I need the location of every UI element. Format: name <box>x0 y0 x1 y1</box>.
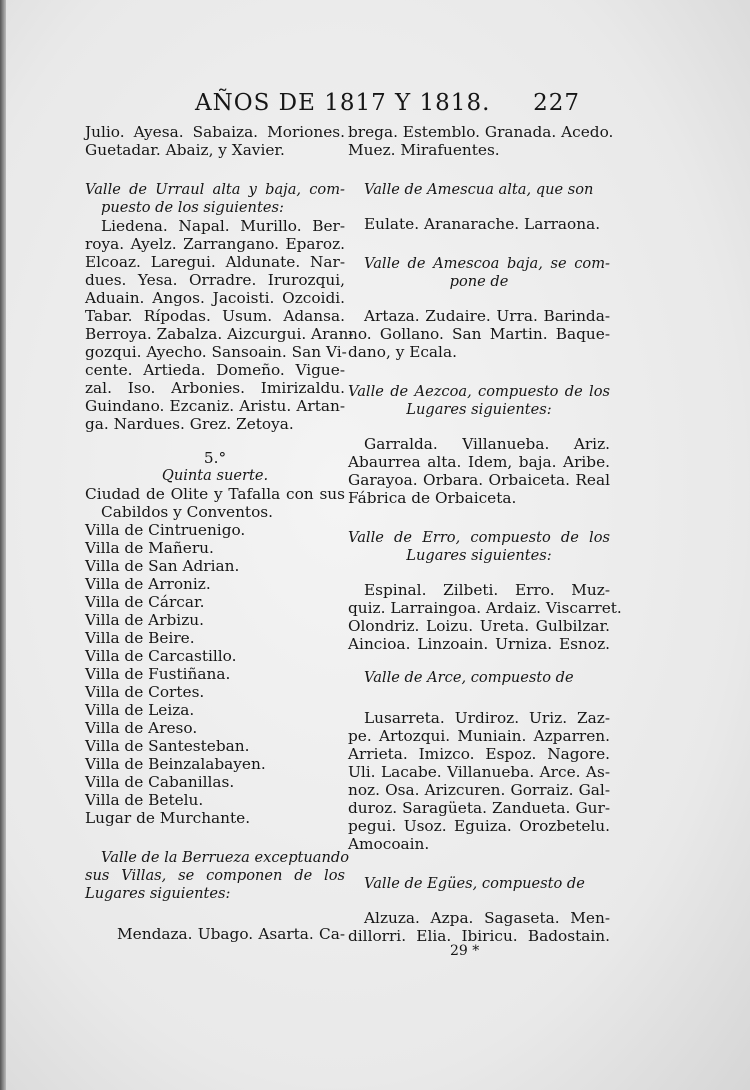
text-line: Espinal. Zilbeti. Erro. Muz- <box>364 581 610 599</box>
text-line: dano, y Ecala. <box>348 343 457 361</box>
section-heading: Valle de Amescoa baja, se com- <box>364 255 610 272</box>
list-item: Villa de Arroniz. <box>85 575 211 593</box>
section-heading: Lugares siguientes: <box>406 401 552 418</box>
text-line: pe. Artozqui. Muniain. Azparren. <box>348 727 610 745</box>
text-line: duroz. Saragüeta. Zandueta. Gur- <box>348 799 610 817</box>
header-title: AÑOS DE 1817 Y 1818. <box>195 90 491 116</box>
text-line: Liedena. Napal. Murillo. Ber- <box>101 217 345 235</box>
text-line: pegui. Usoz. Eguiza. Orozbetelu. <box>348 817 610 835</box>
page-number: 227 <box>533 90 580 116</box>
section-heading: Lugares siguientes: <box>406 547 552 564</box>
text-line: Julio. Ayesa. Sabaiza. Moriones. <box>85 123 345 141</box>
list-item: Villa de Cabanillas. <box>85 773 235 791</box>
text-line: zal. Iso. Arbonies. Imirizaldu. <box>85 379 345 397</box>
text-line: roya. Ayelz. Zarrangano. Eparoz. <box>85 235 345 253</box>
text-line: Elcoaz. Laregui. Aldunate. Nar- <box>85 253 345 271</box>
text-line: cente. Artieda. Domeño. Vigue- <box>85 361 345 379</box>
section-heading: sus Villas, se componen de los <box>85 867 345 884</box>
text-line: Aduain. Angos. Jacoisti. Ozcoidi. <box>85 289 345 307</box>
text-line: Garayoa. Orbara. Orbaiceta. Real <box>348 471 610 489</box>
text-line: Guetadar. Abaiz, y Xavier. <box>85 141 285 159</box>
section-heading: Valle de Aezcoa, compuesto de los <box>348 383 610 400</box>
list-item: Villa de Betelu. <box>85 791 204 809</box>
list-item: Villa de Cortes. <box>85 683 205 701</box>
section-heading: pone de <box>449 273 509 290</box>
left-column <box>85 123 354 943</box>
text-line: Garralda. Villanueba. Ariz. <box>364 435 610 453</box>
text-line: Abaurrea alta. Idem, baja. Aribe. <box>348 453 610 471</box>
list-item: Villa de Cintruenigo. <box>85 521 246 539</box>
list-item: Villa de Fustiñana. <box>85 665 231 683</box>
list-item: Villa de Arbizu. <box>85 611 204 629</box>
list-item: Villa de Areso. <box>85 719 198 737</box>
section-heading: Valle de Urraul alta y baja, com- <box>85 181 345 198</box>
section-number: 5.° <box>203 449 227 467</box>
section-heading: Valle de la Berrueza exceptuando <box>101 849 350 866</box>
text-line: Fábrica de Orbaiceta. <box>348 489 517 507</box>
section-heading: puesto de los siguientes: <box>101 199 284 216</box>
list-item: Villa de Beire. <box>85 629 195 647</box>
text-line: quiz. Larraingoa. Ardaiz. Viscarret. <box>348 599 622 617</box>
list-item: Villa de San Adrian. <box>85 557 240 575</box>
text-line: Uli. Lacabe. Villanueba. Arce. As- <box>348 763 610 781</box>
text-line: gozqui. Ayecho. Sansoain. San Vi- <box>85 343 347 361</box>
list-item: Villa de Carcastillo. <box>85 647 237 665</box>
section-heading: Quinta suerte. <box>161 467 269 484</box>
section-heading: Lugares siguientes: <box>85 885 231 902</box>
text-line: Berroya. Zabalza. Aizcurgui. Aran- <box>85 325 354 343</box>
text-line: dues. Yesa. Orradre. Irurozqui, <box>85 271 345 289</box>
list-item: Lugar de Murchante. <box>85 809 251 827</box>
text-line: ga. Nardues. Grez. Zetoya. <box>85 415 294 433</box>
text-line: Eulate. Aranarache. Larraona. <box>364 215 601 233</box>
text-line: Mendaza. Ubago. Asarta. Ca- <box>117 925 345 943</box>
section-heading: Valle de Arce, compuesto de <box>364 669 574 686</box>
text-line: Guindano. Ezcaniz. Aristu. Artan- <box>85 397 345 415</box>
list-item: Villa de Santesteban. <box>85 737 250 755</box>
signature-mark: 29 * <box>450 943 480 959</box>
list-item: Villa de Cárcar. <box>85 593 205 611</box>
section-heading: Valle de Erro, compuesto de los <box>348 529 610 546</box>
text-line: Tabar. Rípodas. Usum. Adansa. <box>85 307 345 325</box>
list-item: Villa de Mañeru. <box>85 539 214 557</box>
text-line: Arrieta. Imizco. Espoz. Nagore. <box>348 745 610 763</box>
text-line: Alzuza. Azpa. Sagaseta. Men- <box>364 909 610 927</box>
list-item: Villa de Beinzalabayen. <box>85 755 266 773</box>
text-line: noz. Osa. Arizcuren. Gorraiz. Gal- <box>348 781 610 799</box>
text-line: dillorri. Elia. Ibiricu. Badostain. <box>348 927 610 945</box>
text-line: Muez. Mirafuentes. <box>348 141 500 159</box>
running-header <box>195 88 580 122</box>
text-line: Lusarreta. Urdiroz. Uriz. Zaz- <box>364 709 610 727</box>
text-line: Amocoain. <box>348 835 430 853</box>
text-line: Artaza. Zudaire. Urra. Barindа- <box>364 307 610 325</box>
text-line: brega. Estemblo. Granada. Acedo. <box>348 123 614 141</box>
text-line: Cabildos y Conventos. <box>101 503 274 521</box>
section-heading: Valle de Amescua alta, que son <box>364 181 594 198</box>
page-edge-shadow <box>0 0 6 1090</box>
right-column <box>348 123 622 945</box>
section-heading: Valle de Egües, compuesto de <box>364 875 585 892</box>
list-item: Villa de Leiza. <box>85 701 195 719</box>
text-line: no. Gollano. San Martin. Baque- <box>348 325 610 343</box>
text-line: Ciudad de Olite y Tafalla con sus <box>85 485 345 503</box>
text-line: Aincioa. Linzoain. Urniza. Esnoz. <box>348 635 610 653</box>
text-line: Olondriz. Loizu. Ureta. Gulbilzar. <box>348 617 610 635</box>
